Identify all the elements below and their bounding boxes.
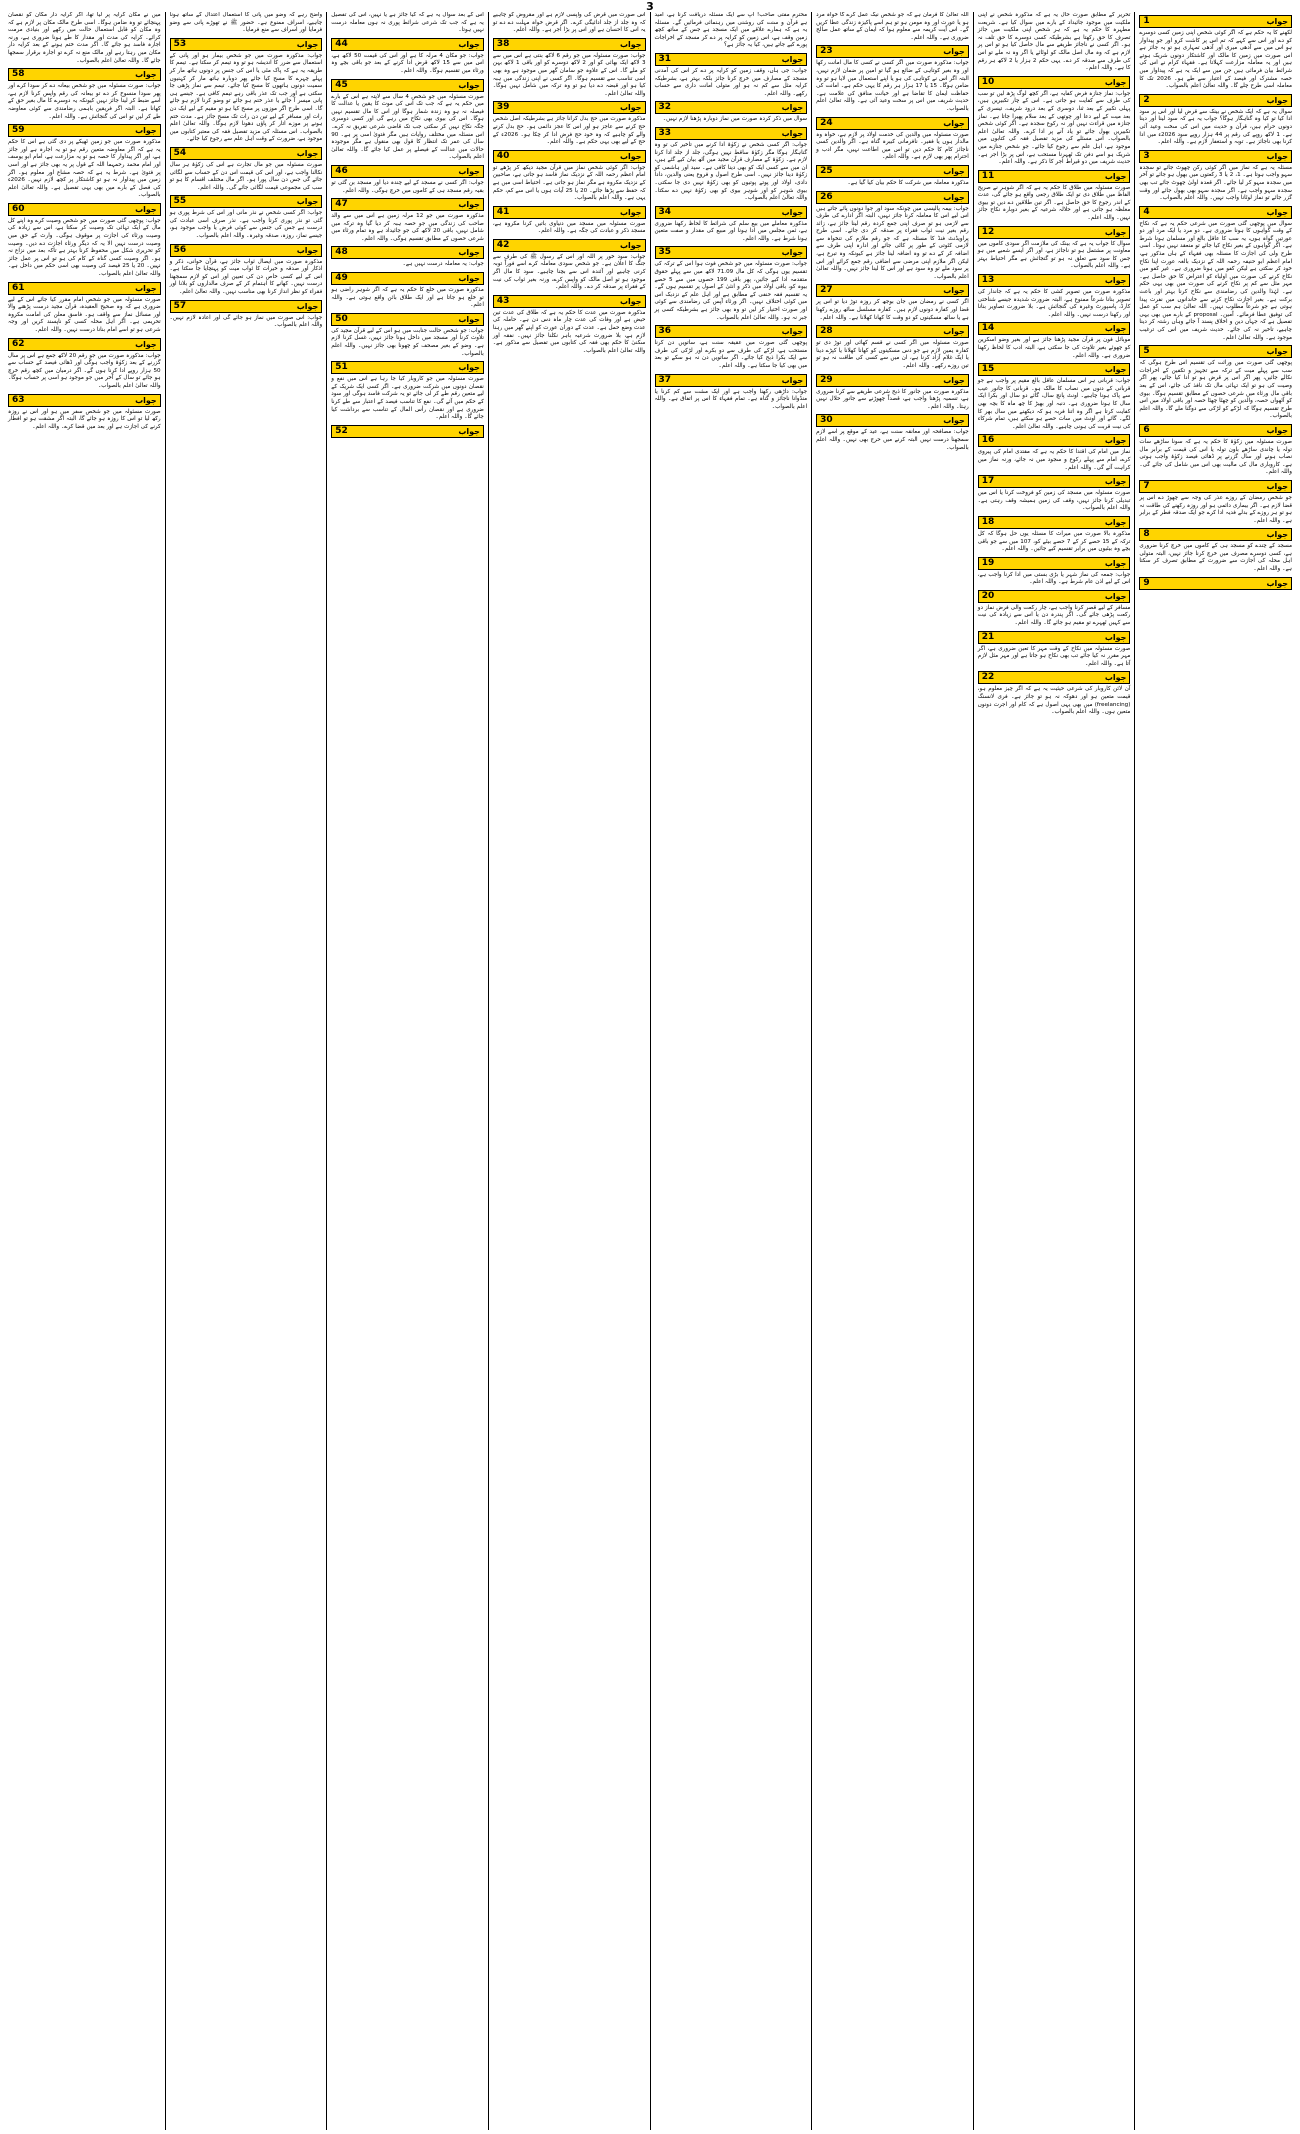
answer-label: جواب — [781, 103, 804, 113]
question-number: 23 — [820, 46, 833, 57]
body-paragraph: مذکورہ صورت میں تصویر کشی کا حکم یہ ہے کہ جاندار کی تصویر بنانا شرعاً ممنوع ہے، البتہ ضرورت شدیدہ جیسے شناختی کارڈ، پاسپورٹ وغیرہ کی گنجائش ہے۔ بلا ضرورت تصاویر بنانا اور رکھنا درست نہیں۔ واللہ اعلم۔ — [977, 289, 1131, 318]
question-header[interactable] — [816, 325, 969, 338]
answer-label: جواب — [619, 296, 642, 306]
question-header[interactable] — [1139, 94, 1292, 107]
question-number: 57 — [173, 300, 187, 311]
answer-label: جواب — [1104, 517, 1127, 527]
answer-label: جواب — [943, 118, 965, 128]
body-paragraph: جواب: اس صورت میں نماز ہو جائے گی اور اعادہ لازم نہیں۔ واللہ اعلم بالصواب۔ — [169, 314, 323, 329]
text-column — [973, 12, 1135, 2130]
question-number: 11 — [981, 170, 995, 181]
answer-label: جواب — [1266, 347, 1288, 357]
question-number: 33 — [658, 127, 672, 138]
question-header[interactable] — [655, 325, 808, 338]
question-header[interactable] — [8, 394, 161, 407]
question-number: 56 — [173, 244, 187, 255]
question-number: 27 — [820, 285, 833, 296]
question-header[interactable] — [331, 361, 484, 374]
question-number: 31 — [658, 53, 672, 64]
answer-label: جواب — [943, 286, 965, 296]
question-number: 6 — [1143, 424, 1150, 435]
question-number: 17 — [981, 476, 995, 487]
answer-label: جواب — [296, 245, 319, 255]
answer-label: جواب — [1104, 171, 1127, 181]
answer-label: جواب — [1266, 425, 1288, 435]
question-number: 7 — [1143, 480, 1150, 491]
body-paragraph: لکھنے کا یہ حکم ہے کہ اگر کوئی شخص اپنی زمین کسی دوسرے کو دے اور اس سے کہے کہ تم اس پر کاشت کرو اور جو پیداوار ہو اس میں سے آدھی میری اور آدھی تمہاری ہو تو یہ جائز ہے اس صورت میں زمین کا مالک اور کاشتکار دونوں شریک ہوتے ہیں اور یہ معاملہ مزارعت کہلاتا ہے۔ فقہاء کرام نے اس کی شرائط بیان فرمائی ہیں جن میں سے ایک یہ ہے کہ پیداوار میں حصہ مشترک اور فیصد کے اعتبار سے طے ہو۔ 2026 تک کا معاملہ اسی طرح چلے گا۔ واللہ تعالیٰ اعلم بالصواب۔ — [1139, 30, 1293, 90]
body-paragraph: سوال یہ ہے کہ ایک شخص نے بینک سے قرض لیا اور اس پر سود ادا کیا تو کیا وہ گناہگار ہوگا؟ جواب یہ ہے کہ سود لینا اور دینا دونوں حرام ہیں، قرآن و حدیث میں اس کی سخت وعید آئی ہے۔ 1 لاکھ روپے کی رقم پر 44 ہزار روپے سود 2026ء میں ادا کرنا بھی ناجائز ہے۔ توبہ و استغفار لازم ہے۔ واللہ اعلم۔ — [1139, 108, 1293, 146]
text-column — [811, 12, 973, 2130]
question-number: 43 — [496, 295, 510, 306]
answer-label: جواب — [1104, 632, 1127, 642]
body-paragraph: مذکورہ صورت میں خلع کا حکم یہ ہے کہ اگر شوہر راضی ہو تو خلع ہو جاتا ہے اور ایک طلاق بائن واقع ہوتی ہے۔ واللہ اعلم۔ — [331, 287, 484, 309]
question-header[interactable] — [8, 338, 161, 351]
question-header[interactable] — [816, 165, 969, 178]
answer-label: جواب — [1104, 673, 1127, 683]
body-paragraph: میں نے مکان کرایہ پر لیا تھا، اگر کرایہ دار مکان کو نقصان پہنچائے تو وہ ضامن ہوگا۔ اسی طرح مالک مکان پر لازم ہے کہ وہ مکان کو قابل استعمال حالت میں رکھے اور بنیادی مرمت کرائے۔ کرایہ کی مدت اور مقدار کا طے ہونا ضروری ہے، ورنہ اجارہ فاسد ہو جائے گا۔ اگر مدت ختم ہونے کے بعد کرایہ دار مکان میں رہتا رہے اور مالک منع نہ کرے تو اجارہ برقرار سمجھا جائے گا۔ واللہ تعالیٰ اعلم بالصواب۔ — [8, 12, 161, 64]
answer-label: جواب — [135, 283, 157, 293]
answer-label: جواب — [296, 148, 319, 158]
question-number: 40 — [496, 150, 510, 161]
page-number: 3 — [646, 0, 654, 13]
body-paragraph: جواب: جو مکان 4 مرلہ کا ہے اور اس کی قیمت 50 لاکھ ہے، اس میں سے 15 لاکھ قرض ادا کرنے کے بعد جو باقی بچے وہ ورثاء میں تقسیم ہوگا۔ واللہ اعلم۔ — [331, 52, 484, 74]
answer-label: جواب — [1104, 324, 1127, 334]
body-paragraph: اگر کسی نے رمضان میں جان بوجھ کر روزہ توڑ دیا تو اس پر قضا اور کفارہ دونوں لازم ہیں۔ کفارہ مسلسل ساٹھ روزے رکھنا ہے یا ساٹھ مسکینوں کو دو وقت کا کھانا کھلانا ہے۔ واللہ اعلم۔ — [816, 299, 969, 321]
question-number: 63 — [12, 394, 25, 405]
answer-label: جواب — [296, 39, 319, 49]
body-paragraph: مذکورہ صورت میں ایصال ثواب جائز ہے، قرآن خوانی، ذکر و اذکار اور صدقہ و خیرات کا ثواب میت کو پہنچایا جا سکتا ہے۔ اس کے لیے کسی خاص دن کی تعیین اور اس کو لازم سمجھنا درست نہیں۔ کھانے کا اہتمام کر کے صرف مالداروں کو بلانا اور فقراء کو نظر انداز کرنا بھی مناسب نہیں۔ واللہ تعالیٰ اعلم۔ — [169, 258, 323, 296]
answer-label: جواب — [1266, 530, 1288, 540]
body-paragraph: مذکورہ صورت میں جو 12 مرلہ زمین ہے اس میں سے والد صاحب کی زندگی میں جو حصہ ہبہ کر دیا گیا وہ ترکہ میں شامل نہیں، باقی 20 لاکھ کی جو جائیداد ہے وہ تمام ورثاء میں شرعی حصوں کے مطابق تقسیم ہوگی۔ واللہ اعلم۔ — [331, 213, 484, 242]
answer-label: جواب — [1266, 17, 1288, 26]
question-header[interactable] — [978, 671, 1131, 684]
question-header[interactable] — [655, 246, 808, 259]
answer-label: جواب — [619, 207, 642, 217]
body-paragraph: صورت مسئولہ میں جو مال تجارت ہے اس کی زکوٰۃ ہر سال نکالنا واجب ہے، اور اس کی قیمت اس دن کے حساب سے لگائی جائے گی جس دن سال پورا ہو۔ اگر مال مختلف اقسام کا ہو تو سب کی مجموعی قیمت لگائی جائے گی۔ واللہ اعلم۔ — [169, 161, 323, 191]
question-header[interactable] — [170, 195, 323, 208]
answer-label: جواب — [943, 192, 965, 202]
answer-label: جواب — [135, 204, 157, 214]
body-paragraph: صورت مسئولہ میں والدین کی خدمت اولاد پر لازم ہے، خواہ وہ مالدار ہوں یا فقیر۔ نافرمانی کبیرہ گناہ ہے۔ اگر والدین کسی ناجائز کام کا حکم دیں تو اس میں اطاعت نہیں، مگر ادب و احترام پھر بھی لازم ہے۔ واللہ اعلم۔ — [816, 131, 969, 161]
question-number: 53 — [173, 38, 187, 49]
body-paragraph: پوچھی گئی صورت میں وراثت کی تقسیم اس طرح ہوگی کہ سب سے پہلے میت کے ترکہ سے تجہیز و تکفین کے اخراجات نکالے جائیں، پھر اگر اس پر قرض ہو تو ادا کیا جائے، پھر اگر وصیت کی ہو تو ایک تہائی مال تک نافذ کی جائے، اس کے بعد باقی مال ورثاء میں شرعی حصوں کے مطابق تقسیم ہوگا۔ بیوی کو آٹھواں حصہ، والدین کو چھٹا چھٹا حصہ اور باقی اولاد میں اس طرح تقسیم ہوگا کہ لڑکے کو لڑکی سے دوگنا ملے گا۔ واللہ اعلم بالصواب۔ — [1139, 360, 1292, 420]
answer-label: جواب — [619, 39, 642, 49]
answer-label: جواب — [943, 416, 965, 426]
body-paragraph: صورت مسئولہ میں جو شخص 4 سال سے لاپتہ ہے اس کے بارے میں حکم یہ ہے کہ جب تک اس کی موت کا یقین یا عدالت کا فیصلہ نہ ہو وہ زندہ شمار ہوگا اور اس کا مال تقسیم نہیں ہوگا۔ اس کی بیوی بھی نکاح میں رہے گی اور کسی دوسری جگہ نکاح نہیں کر سکتی جب تک قاضی شرعی تفریق نہ کرے۔ اس مسئلہ میں مختلف روایات ہیں مگر فتویٰ اسی پر ہے۔ 90 سال کی عمر تک انتظار کا قول بھی منقول ہے مگر موجودہ حالات میں عدالت کے فیصلے پر عمل کیا جائے گا۔ واللہ تعالیٰ اعلم بالصواب۔ — [331, 93, 484, 161]
body-paragraph: مذکورہ بالا صورت میں میراث کا مسئلہ یوں حل ہوگا کہ کل ترکہ کے 15 حصے کر کے 7 حصے بیٹے کو، 107 میں سے جو باقی بچے وہ بیٹیوں میں برابر تقسیم کیے جائیں۔ واللہ اعلم۔ — [977, 530, 1131, 553]
question-number: 49 — [335, 273, 348, 284]
question-number: 25 — [820, 165, 833, 176]
question-number: 2 — [1143, 94, 1150, 105]
answer-label: جواب — [619, 151, 642, 161]
question-header[interactable] — [331, 425, 484, 438]
question-number: 13 — [981, 275, 995, 286]
body-paragraph: جواب: جی ہاں، وقف زمین کو کرایہ پر دے کر اس کی آمدنی مسجد کے مصارف میں خرچ کرنا جائز بلکہ بہتر ہے، بشرطیکہ کرایہ مثل سے کم نہ ہو اور متولی امانت داری سے حساب رکھے۔ واللہ اعلم۔ — [654, 67, 808, 97]
question-number: 30 — [820, 415, 833, 426]
question-number: 21 — [981, 631, 995, 642]
question-number: 15 — [981, 364, 995, 375]
question-header[interactable] — [816, 45, 969, 58]
question-number: 47 — [335, 199, 348, 210]
body-paragraph: مسجد کے چندے کو مسجد ہی کے کاموں میں خرچ کرنا ضروری ہے، کسی دوسرے مصرف میں خرچ کرنا جائز نہیں، البتہ متولی اہل محلہ کی اجازت سے ضرورت کے مطابق تصرف کر سکتا ہے۔ واللہ اعلم۔ — [1139, 543, 1292, 573]
answer-label: جواب — [458, 426, 480, 436]
answer-label: جواب — [1104, 227, 1127, 237]
body-paragraph: جواب: نماز جنازہ فرض کفایہ ہے، اگر کچھ لوگ پڑھ لیں تو سب کی طرف سے کفایت ہو جاتی ہے۔ اس کے چار تکبیریں ہیں، پہلی تکبیر کے بعد ثنا، دوسری کے بعد درود شریف، تیسری کے بعد میت کے لیے دعا اور چوتھی کے بعد سلام پھیرا جاتا ہے۔ نماز جنازہ میں قراءت نہیں اور نہ رکوع سجدہ ہے۔ اگر کوئی شخص تکبیریں بھول جائے تو یاد آنے پر ادا کرے۔ واللہ تعالیٰ اعلم بالصواب۔ اس مسئلے کی مزید تفصیل فقہ کی کتابوں میں موجود ہے، اہل علم سے رجوع کیا جائے۔ جو شخص جنازے میں شریک ہو اسے دفن تک ٹھہرنا مستحب ہے، اس پر بڑا اجر ہے۔ حدیث شریف میں دو قیراط اجر کا ذکر ہے۔ واللہ اعلم۔ — [977, 90, 1131, 166]
text-column — [1134, 12, 1296, 2130]
body-paragraph: سوال میں ذکر کردہ صورت میں نماز دوبارہ پڑھنا لازم نہیں۔ — [662, 116, 808, 123]
question-number: 9 — [1143, 577, 1150, 588]
question-header[interactable] — [978, 434, 1131, 447]
question-number: 35 — [658, 247, 672, 258]
answer-label: جواب — [943, 47, 965, 57]
body-paragraph: مذکورہ معاملہ میں شرکت کا حکم بیان کیا گیا ہے۔ — [847, 179, 969, 186]
answer-label: جواب — [458, 166, 480, 176]
question-header[interactable] — [8, 124, 161, 137]
question-header[interactable] — [978, 516, 1131, 529]
question-number: 12 — [981, 226, 995, 237]
question-header[interactable] — [1139, 15, 1292, 28]
answer-label: جواب — [458, 363, 480, 373]
question-header[interactable] — [978, 363, 1131, 376]
body-paragraph: جو شخص رمضان کے روزے عذر کی وجہ سے چھوڑ دے اس پر قضا لازم ہے۔ اگر بیماری دائمی ہو اور روزہ رکھنے کی طاقت نہ ہو تو ہر روزے کے بدلے فدیہ ادا کرے جو ایک صدقہ فطر کے برابر ہے۔ واللہ اعلم۔ — [1139, 494, 1292, 524]
question-header[interactable] — [978, 322, 1131, 335]
question-header[interactable] — [655, 374, 808, 387]
body-paragraph: مذکورہ صورت میں حج بدل کرانا جائز ہے بشرطیکہ اصل شخص حج کرنے سے عاجز ہو اور اس کا عجز دائمی ہو۔ حج بدل کرنے والے کو چاہیے کہ وہ خود حج فرض ادا کر چکا ہو۔ 2026ء کے حج کے لیے بھی یہی حکم ہے۔ واللہ اعلم۔ — [492, 116, 646, 146]
columns-container — [4, 12, 1296, 2130]
answer-label: جواب — [781, 207, 804, 217]
text-column — [165, 12, 327, 2130]
answer-label: جواب — [781, 128, 804, 138]
question-number: 51 — [335, 362, 348, 373]
answer-label: جواب — [458, 80, 480, 90]
question-header[interactable] — [655, 127, 808, 140]
question-header[interactable] — [331, 165, 484, 178]
body-paragraph: جواب: پوچھی گئی صورت میں جو شخص وصیت کرے وہ اپنے کل مال کے ایک تہائی تک وصیت کر سکتا ہے، اس سے زیادہ کی وصیت ورثاء کی اجازت پر موقوف ہوگی۔ وارث کے حق میں وصیت درست نہیں الا یہ کہ دیگر ورثاء اجازت دے دیں۔ وصیت کو تحریری شکل میں محفوظ کرنا بہتر ہے تاکہ بعد میں نزاع نہ ہو۔ اگر وصیت کسی گناہ کے کام کی ہو تو اس پر عمل جائز نہیں۔ 20 یا 25 فیصد کی وصیت بھی اسی حکم میں داخل ہے۔ واللہ تعالیٰ اعلم بالصواب۔ — [8, 217, 161, 278]
body-paragraph: محترم مفتی صاحب! آپ سے ایک مسئلہ دریافت کرنا ہے، امید ہے قرآن و سنت کی روشنی میں رہنمائی فرمائیں گے۔ مسئلہ یہ ہے کہ ہمارے علاقے میں ایک مسجد ہے جس کے ساتھ کچھ زمین وقف ہے، اس زمین کو کرایہ پر دے کر مسجد کے اخراجات پورے کیے جاتے ہیں، کیا یہ جائز ہے؟ — [654, 12, 808, 49]
body-paragraph: جواب: سود خور پر اللہ اور اس کے رسول ﷺ کی طرف سے جنگ کا اعلان ہے۔ جو شخص سودی معاملہ کرے اسے فوراً توبہ کرنی چاہیے اور آئندہ اس سے بچنا چاہیے۔ سود کا مال اگر موجود ہو تو اصل مالک کو واپس کرے، ورنہ بغیر ثواب کی نیت کے فقراء پر صدقہ کر دے۔ واللہ اعلم۔ — [492, 253, 646, 291]
answer-label: جواب — [1104, 558, 1127, 568]
question-header[interactable] — [8, 68, 161, 81]
question-header[interactable] — [331, 79, 484, 92]
question-header[interactable] — [331, 272, 484, 285]
question-header[interactable] — [978, 475, 1131, 488]
answer-label: جواب — [135, 70, 157, 80]
answer-label: جواب — [135, 339, 157, 349]
body-paragraph: جواب: مذکورہ صورت میں اگر کسی نے کسی کا مال امانت رکھا اور وہ بغیر کوتاہی کے ضائع ہو گیا تو امین پر ضمان لازم نہیں، البتہ اگر اس نے کوتاہی کی ہو یا اپنے استعمال میں لایا ہو تو وہ ضامن ہوگا۔ 15 یا 17 ہزار ہر رقم کا یہی حکم ہے۔ امانت کی حفاظت ایمان کا تقاضا ہے اور خیانت منافق کی علامت ہے۔ حدیث شریف میں اس پر سخت وعید آئی ہے۔ واللہ تعالیٰ اعلم بالصواب۔ — [816, 60, 969, 112]
answer-label: جواب — [1266, 207, 1288, 217]
answer-label: جواب — [619, 103, 642, 113]
body-paragraph: صورت مسئولہ میں مسجد میں دنیاوی باتیں کرنا مکروہ ہے، مسجد ذکر و عبادت کی جگہ ہے۔ واللہ اعلم۔ — [492, 220, 646, 235]
text-column — [650, 12, 812, 2130]
question-number: 60 — [12, 203, 25, 214]
body-paragraph: مسئلہ یہ ہے کہ نماز میں اگر کوئی رکن چھوٹ جائے تو سجدہ سہو واجب ہوتا ہے۔ 1، 2 یا 3 رکعتوں میں بھول ہو جائے تو آخر میں سجدہ سہو کر لیا جائے۔ اگر قعدہ اولیٰ چھوٹ جائے تب بھی سجدہ سہو واجب ہے۔ اگر سجدہ سہو بھی بھول جائے اور وقت گزر جائے تو نماز لوٹانا واجب نہیں۔ واللہ اعلم بالصواب۔ — [1139, 164, 1293, 202]
question-header[interactable] — [1139, 480, 1292, 493]
body-paragraph: صورت مسئولہ میں طلاق کا حکم یہ ہے کہ اگر شوہر نے صریح الفاظ میں طلاق دی تو ایک طلاق رجعی واقع ہو جائے گی، عدت کے اندر رجوع کا حق حاصل ہے۔ اگر تین طلاقیں دے دیں تو بیوی مغلظہ ہو جاتی ہے اور حلالہ شرعیہ کے بغیر دوبارہ نکاح جائز نہیں۔ واللہ اعلم۔ — [977, 184, 1131, 222]
question-number: 29 — [820, 374, 833, 385]
text-column — [326, 12, 488, 2130]
question-header[interactable] — [978, 76, 1131, 89]
question-header[interactable] — [170, 38, 323, 51]
question-number: 1 — [1143, 16, 1150, 26]
body-paragraph: جواب: یہ معاملہ درست نہیں ہے۔ — [402, 261, 484, 268]
answer-label: جواب — [458, 248, 480, 258]
body-paragraph: جواب: صورت مسئولہ میں جو شخص فوت ہوا اس کے ترکہ کی تقسیم یوں ہوگی کہ کل مال 71.09 لاکھ میں سے پہلے حقوق متقدمہ ادا کیے جائیں، پھر باقی 199 حصوں میں سے 5 حصے بیوہ کو، باقی اولاد میں ذکر و انثیٰ کے اصول پر تقسیم ہوں گے۔ یہ تقسیم فقہ حنفی کے مطابق ہے اور اہل علم کے نزدیک اس میں کوئی اختلاف نہیں۔ اگر ورثاء آپس کی رضامندی سے کوئی اور صورت اختیار کر لیں تو وہ بھی جائز ہے بشرطیکہ کسی پر جبر نہ ہو۔ واللہ تعالیٰ اعلم بالصواب۔ — [654, 261, 808, 321]
answer-label: جواب — [1104, 276, 1127, 286]
question-header[interactable] — [493, 295, 646, 308]
answer-label: جواب — [1104, 77, 1127, 87]
body-paragraph: اس کے بعد سوال یہ ہے کہ کیا جائز ہے یا نہیں، اس کی تفصیل یہ ہے کہ جب تک شرعی شرائط پوری نہ ہوں معاملہ درست نہیں ہوتا۔ — [331, 12, 484, 34]
question-number: 42 — [496, 239, 510, 250]
question-header[interactable] — [493, 239, 646, 252]
question-header[interactable] — [1139, 206, 1292, 219]
question-number: 58 — [12, 69, 25, 80]
question-header[interactable] — [978, 274, 1131, 287]
answer-label: جواب — [1266, 95, 1288, 105]
question-number: 34 — [658, 206, 672, 217]
body-paragraph: اس صورت میں قرض کی واپسی لازم ہے اور مقروض کو چاہیے کہ وہ جلد از جلد ادائیگی کرے۔ اگر قرض خواہ مہلت دے دے تو یہ اس کا احسان ہے اور اس پر بڑا اجر ہے۔ واللہ اعلم۔ — [492, 12, 646, 34]
question-header[interactable] — [493, 101, 646, 114]
body-paragraph: صورت مسئولہ میں زکوٰۃ کا حکم یہ ہے کہ سونا ساڑھے سات تولہ یا چاندی ساڑھے باون تولہ یا اس کی قیمت کے برابر مال نصاب ہونے اور سال گزرنے پر ڈھائی فیصد زکوٰۃ واجب ہوتی ہے۔ کاروباری مال کی مالیت بھی اس میں شامل کی جائے گی۔ واللہ اعلم۔ — [1139, 438, 1292, 476]
question-number: 36 — [658, 326, 672, 337]
answer-label: جواب — [135, 395, 157, 405]
question-header[interactable] — [493, 38, 646, 51]
body-paragraph: جواب: بیمہ پالیسی میں چونکہ سود اور جوا دونوں پائے جاتے ہیں اس لیے اس کا معاملہ کرنا جائز نہیں، البتہ اگر ادارے کی طرف سے لازمی ہو تو صرف اپنی جمع کردہ رقم لینا جائز ہے، زائد رقم بغیر نیت ثواب فقراء پر صدقہ کر دی جائے۔ اسی طرح پراویڈنٹ فنڈ کا مسئلہ ہے کہ جو رقم ملازم کی تنخواہ سے لازمی کٹوتی کے طور پر کاٹی جائے اور ادارہ اپنی طرف سے اضافہ کر کے دے تو وہ اضافہ لینا جائز ہے کیونکہ وہ تبرع ہے، لیکن اگر ملازم اپنی مرضی سے اضافی رقم جمع کرائے اور اس پر سود ملے تو وہ سود ہے اور اس کا لینا جائز نہیں۔ واللہ تعالیٰ اعلم بالصواب۔ — [816, 205, 969, 280]
body-paragraph: جواب: اگر کسی شخص نے نذر مانی اور اس کی شرط پوری ہو گئی تو نذر پوری کرنا واجب ہے۔ نذر صرف اسی عبادت کی درست ہے جس کی جنس سے کوئی فرض یا واجب موجود ہو، جیسے نماز، روزہ، صدقہ وغیرہ۔ واللہ اعلم بالصواب۔ — [169, 210, 323, 240]
question-header[interactable] — [331, 198, 484, 211]
question-number: 19 — [981, 557, 995, 568]
question-header[interactable] — [655, 53, 808, 66]
body-paragraph: مذکورہ معاملے میں بیع سلم کی شرائط کا لحاظ رکھنا ضروری ہے، ثمن مجلس میں ادا ہونا اور مبیع کی مقدار و صفت متعین ہونا شرط ہے۔ واللہ اعلم۔ — [654, 220, 808, 242]
question-header[interactable] — [816, 117, 969, 130]
body-paragraph: جواب: اگر کسی شخص نے زکوٰۃ ادا کرنے میں تاخیر کی تو وہ گناہگار ہوگا مگر زکوٰۃ ساقط نہیں ہوگی، جلد از جلد ادا کرنا لازم ہے۔ زکوٰۃ کے مصارف قرآن مجید میں آٹھ بیان کیے گئے ہیں، ان میں سے کسی ایک کو بھی دینا کافی ہے۔ سید اور ہاشمی کو زکوٰۃ دینا جائز نہیں۔ اسی طرح اصول و فروع یعنی والدین، دادا دادی، اولاد اور پوتے پوتیوں کو بھی زکوٰۃ نہیں دی جا سکتی۔ بیوی شوہر کو اور شوہر بیوی کو بھی زکوٰۃ نہیں دے سکتا۔ واللہ تعالیٰ اعلم بالصواب۔ — [654, 141, 808, 202]
question-header[interactable] — [8, 282, 161, 295]
answer-label: جواب — [296, 197, 319, 207]
question-number: 8 — [1143, 529, 1150, 540]
question-header[interactable] — [816, 191, 969, 204]
body-paragraph: اللہ تعالیٰ کا فرمان ہے کہ جو شخص نیک عمل کرے گا خواہ مرد ہو یا عورت اور وہ مومن ہو تو ہم اسے پاکیزہ زندگی عطا کریں گے۔ اس آیت کریمہ سے معلوم ہوا کہ ایمان کے ساتھ عمل صالح ضروری ہے۔ واللہ اعلم۔ — [816, 12, 969, 41]
body-paragraph: نماز میں امام کی اقتدا کا حکم یہ ہے کہ مقتدی امام کی پیروی کرے، امام سے پہلے رکوع و سجود میں نہ جائے، ورنہ نماز میں کراہت آئے گی۔ واللہ اعلم۔ — [977, 449, 1131, 471]
question-number: 5 — [1143, 346, 1150, 357]
question-number: 55 — [173, 196, 187, 207]
answer-label: جواب — [458, 274, 480, 284]
body-paragraph: جواب: جمعہ کی نماز شہر یا بڑی بستی میں ادا کرنا واجب ہے، اس کے لیے اذن عام شرط ہے۔ واللہ اعلم۔ — [977, 571, 1131, 586]
body-paragraph: جواب: مذکورہ صورت میں جو شخص بیمار ہو اور پانی کے استعمال سے ضرر کا اندیشہ ہو تو وہ تیمم کر سکتا ہے۔ تیمم کا طریقہ یہ ہے کہ پاک مٹی یا اس کی جنس پر دونوں ہاتھ مار کر پہلے چہرے کا مسح کیا جائے پھر دوبارہ ہاتھ مار کر کہنیوں سمیت دونوں ہاتھوں کا مسح کیا جائے۔ تیمم سے نماز پڑھی جا سکتی ہے اور جب تک عذر باقی رہے تیمم کافی ہے۔ جیسے ہی پانی میسر آ جائے یا عذر ختم ہو جائے تو وضو کرنا لازم ہو جائے گا۔ اسی طرح اگر موزوں پر مسح کیا ہو تو مقیم کے لیے ایک دن رات اور مسافر کے لیے تین دن رات تک مسح جائز ہے۔ مدت ختم ہونے پر موزے اتار کر پاؤں دھونا لازم ہوگا۔ واللہ تعالیٰ اعلم بالصواب۔ اس مسئلہ کی مزید تفصیل فقہ کی معتبر کتابوں میں موجود ہے، ضرورت کے وقت اہل علم سے رجوع کیا جائے۔ — [169, 52, 323, 143]
question-number: 38 — [496, 38, 510, 49]
text-column — [4, 12, 165, 2130]
question-header[interactable] — [331, 246, 484, 259]
body-paragraph: پوچھی گئی صورت میں عقیقہ سنت ہے، ساتویں دن کرنا مستحب ہے، لڑکے کی طرف سے دو بکرے اور لڑکی کی طرف سے ایک بکرا ذبح کیا جائے۔ اگر ساتویں دن نہ ہو سکے تو بعد میں بھی کیا جا سکتا ہے۔ واللہ اعلم۔ — [654, 340, 808, 369]
question-header[interactable] — [655, 206, 808, 219]
body-paragraph: واضح رہے کہ وضو میں پانی کا استعمال اعتدال کے ساتھ ہونا چاہیے، اسراف ممنوع ہے۔ حضور ﷺ نے تھوڑے پانی سے وضو فرمایا اور اسراف سے منع فرمایا۔ — [169, 12, 323, 34]
answer-label: جواب — [1104, 477, 1127, 487]
answer-label: جواب — [781, 54, 804, 64]
body-paragraph: جواب: صورت مسئولہ میں جو رقم 6 لاکھ بنتی ہے اس میں سے 3 لاکھ ایک بھائی کو اور 2 لاکھ دوسرے کو اور باقی 1 لاکھ بہن کو ملے گا۔ اس کے علاوہ جو سامان گھر میں موجود ہے وہ بھی اسی تناسب سے تقسیم ہوگا۔ اگر کسی نے اپنی زندگی میں ہبہ کیا ہو اور قبضہ دے دیا ہو تو وہ ترکہ میں شامل نہیں ہوگا۔ واللہ تعالیٰ اعلم۔ — [492, 52, 646, 97]
question-number: 37 — [658, 374, 672, 385]
body-paragraph: جواب: صورت مسئولہ میں جو شخص بیعانہ دے کر سودا کرے اور پھر سودا منسوخ کر دے تو بیعانہ کی رقم واپس کرنا لازم ہے، اسے ضبط کر لینا جائز نہیں کیونکہ یہ دوسرے کا مال بغیر حق کے کھانا ہے۔ البتہ اگر فریقین باہمی رضامندی سے کوئی معاوضہ طے کر لیں تو اس کی گنجائش ہے۔ واللہ اعلم۔ — [8, 83, 161, 120]
answer-label: جواب — [619, 240, 642, 250]
question-number: 18 — [981, 516, 995, 527]
question-header[interactable] — [1139, 424, 1292, 437]
question-header[interactable] — [1139, 345, 1292, 358]
question-number: 26 — [820, 191, 833, 202]
question-header[interactable] — [331, 38, 484, 51]
body-paragraph: جواب: داڑھی رکھنا واجب ہے اور ایک مشت سے کم کرنا یا منڈوانا ناجائز و گناہ ہے۔ تمام فقہاء کا اس پر اتفاق ہے۔ واللہ اعلم بالصواب۔ — [654, 388, 808, 410]
body-paragraph: جواب: مصافحہ اور معانقہ سنت ہے، عید کے موقع پر اسے لازم سمجھنا درست نہیں البتہ کرنے میں حرج بھی نہیں۔ واللہ اعلم بالصواب۔ — [816, 429, 969, 451]
question-number: 54 — [173, 147, 187, 158]
body-paragraph: جواب: قربانی ہر اس مسلمان عاقل بالغ مقیم پر واجب ہے جو قربانی کے دنوں میں نصاب کا مالک ہو۔ قربانی کا جانور عیب سے پاک ہونا چاہیے۔ اونٹ پانچ سال، گائے دو سال اور بکرا ایک سال کا ہونا ضروری ہے۔ دنبہ اور بھیڑ کا چھ ماہ کا بچہ بھی کفایت کرتا ہے اگر وہ اتنا فربہ ہو کہ دیکھنے میں سال بھر کا لگے۔ گائے اور اونٹ میں سات حصے ہو سکتے ہیں، تمام شرکاء کی نیت قربت کی ہونی چاہیے۔ واللہ تعالیٰ اعلم۔ — [977, 378, 1131, 430]
answer-label: جواب — [943, 375, 965, 385]
body-paragraph: صورت مسئولہ میں جو کاروبار کیا جا رہا ہے اس میں نفع و نقصان دونوں میں شرکت ضروری ہے۔ اگر کسی ایک شریک کے لیے متعین رقم طے کر لی جائے تو یہ شرکت فاسد ہوگی اور سود کے حکم میں آئے گی۔ نفع کا تناسب فیصد کے اعتبار سے طے کرنا ضروری ہے اور نقصان رأس المال کے تناسب سے برداشت کیا جائے گا۔ واللہ اعلم۔ — [331, 376, 484, 421]
question-header[interactable] — [816, 414, 969, 427]
question-header[interactable] — [978, 557, 1131, 570]
answer-label: جواب — [1104, 365, 1127, 375]
question-number: 28 — [820, 326, 833, 337]
question-header[interactable] — [170, 300, 323, 313]
question-header[interactable] — [1139, 577, 1292, 590]
question-header[interactable] — [1139, 150, 1292, 163]
answer-label: جواب — [943, 166, 965, 176]
question-number: 16 — [981, 435, 995, 446]
question-number: 14 — [981, 323, 995, 334]
body-paragraph: تحریر کے مطابق صورت حال یہ ہے کہ مذکورہ شخص نے اپنی ملکیت میں موجود جائیداد کے بارے میں سوال کیا ہے۔ شریعت مطہرہ کا حکم یہ ہے کہ ہر شخص اپنی ملکیت میں جائز تصرف کا حق رکھتا ہے بشرطیکہ کسی دوسرے کا حق تلف نہ ہو۔ اگر کسی نے ناجائز طریقے سے مال حاصل کیا ہو تو اس پر لازم ہے کہ وہ مال اصل مالک کو لوٹائے یا اگر وہ نہ ملے تو اس کی طرف سے صدقہ کر دے۔ یہی حکم 2 ہزار یا 2 لاکھ ہر رقم کا ہے۔ واللہ اعلم۔ — [977, 12, 1131, 72]
question-header[interactable] — [170, 244, 323, 257]
body-paragraph: مذکورہ صورت میں جو زمین ٹھیکے پر دی گئی ہے اس کا حکم یہ ہے کہ اگر معاوضہ متعین رقم ہو تو یہ اجارہ ہے اور جائز ہے، اور اگر پیداوار کا حصہ ہو تو یہ مزارعت ہے، امام ابو یوسف اور امام محمد رحمہما اللہ کے قول پر یہ بھی جائز ہے اور اسی پر فتویٰ ہے۔ شرط یہ ہے کہ حصہ مشاع اور معلوم ہو۔ اگر زمین میں پیداوار نہ ہو تو کاشتکار پر کچھ لازم نہیں۔ 2026ء کی فصل کے بارے میں بھی یہی تفصیل ہے۔ واللہ تعالیٰ اعلم بالصواب۔ — [8, 139, 161, 199]
question-number: 22 — [981, 672, 995, 683]
body-paragraph: جواب: جو شخص حالت جنابت میں ہو اس کے لیے قرآن مجید کی تلاوت کرنا اور مسجد میں داخل ہونا جائز نہیں، غسل کرنا لازم ہے۔ وضو کے بغیر مصحف کو چھونا بھی جائز نہیں۔ واللہ اعلم بالصواب۔ — [331, 327, 484, 357]
answer-label: جواب — [1266, 481, 1288, 491]
question-number: 4 — [1143, 206, 1150, 217]
question-number: 46 — [335, 165, 348, 176]
answer-label: جواب — [781, 327, 804, 337]
question-number: 45 — [335, 79, 348, 90]
question-number: 32 — [658, 102, 672, 113]
question-header[interactable] — [978, 226, 1131, 239]
question-number: 52 — [335, 425, 348, 436]
question-header[interactable] — [816, 374, 969, 387]
answer-label: جواب — [781, 375, 804, 385]
question-number: 50 — [335, 313, 348, 324]
answer-label: جواب — [135, 126, 157, 136]
question-header[interactable] — [655, 101, 808, 114]
question-number: 48 — [335, 247, 348, 258]
question-number: 24 — [820, 117, 833, 128]
answer-label: جواب — [1266, 578, 1288, 588]
answer-label: جواب — [1104, 591, 1127, 601]
question-header[interactable] — [170, 147, 323, 160]
answer-label: جواب — [458, 39, 480, 49]
text-column — [488, 12, 650, 2130]
body-paragraph: سوال میں پوچھی گئی صورت میں شرعی حکم یہ ہے کہ نکاح کے وقت گواہوں کا ہونا ضروری ہے۔ دو مرد یا ایک مرد اور دو عورتیں گواہ ہوں، یہ سب کا عاقل بالغ اور مسلمان ہونا شرط ہے۔ اگر گواہوں کے بغیر نکاح کیا جائے تو منعقد نہیں ہوتا۔ اسی طرح ولی کی اجازت کا مسئلہ بھی فقہاء کے ہاں مذکور ہے، امام اعظم ابو حنیفہ رحمہ اللہ کے نزدیک بالغہ عورت اپنا نکاح خود کر سکتی ہے لیکن کفو میں ہونا ضروری ہے۔ غیر کفو میں نکاح کرنے کی صورت میں اولیاء کو اعتراض کا حق حاصل ہے۔ مہر مثل سے کم پر نکاح کرنے کی صورت میں بھی یہی حکم ہے۔ لہٰذا والدین کی رضامندی سے نکاح کرنا بہتر اور باعث برکت ہے۔ بغیر اجازت نکاح کرنے سے خاندانوں میں نفرت پیدا ہوتی ہے جو شرعاً مطلوب نہیں۔ اللہ تعالیٰ ہم سب کو عمل کی توفیق عطا فرمائے۔ آمین۔ proposal کے بارے میں بھی یہی تفصیل ہے کہ جہاں دین و اخلاق پسند آ جائے وہاں رشتہ کر دینا چاہیے، تاخیر نہ کی جائے۔ حدیث شریف میں اس کی ترغیب موجود ہے۔ واللہ تعالیٰ اعلم۔ — [1139, 220, 1293, 341]
body-paragraph: جواب: مذکورہ صورت میں جو رقم 20 لاکھ جمع ہے اس پر سال گزرنے کے بعد زکوٰۃ واجب ہوگی اور ڈھائی فیصد کے حساب سے 50 ہزار روپے ادا کرنا ہوں گے۔ اگر درمیان میں کچھ رقم خرچ ہو جائے تو سال کے آخر میں جو موجود ہو اسی پر حساب ہوگا۔ واللہ تعالیٰ اعلم بالصواب۔ — [8, 352, 161, 389]
question-number: 3 — [1143, 150, 1150, 161]
question-number: 62 — [12, 338, 25, 349]
answer-label: جواب — [781, 248, 804, 258]
body-paragraph: مسافر کے لیے قصر کرنا واجب ہے، چار رکعت والی فرض نماز دو رکعت پڑھی جائے گی۔ اگر پندرہ دن یا اس سے زیادہ کی نیت سے کہیں ٹھہرے تو مقیم ہو جائے گا۔ واللہ اعلم۔ — [977, 604, 1131, 627]
question-number: 59 — [12, 125, 25, 136]
question-number: 10 — [981, 76, 995, 87]
body-paragraph: آن لائن کاروبار کی شرعی حیثیت یہ ہے کہ اگر چیز معلوم ہو، قیمت متعین ہو اور دھوکہ نہ ہو تو جائز ہے۔ فری لانسنگ (freelancing) میں بھی یہی اصول ہے کہ کام اور اجرت دونوں متعین ہوں۔ واللہ اعلم بالصواب۔ — [977, 686, 1131, 716]
answer-label: جواب — [1104, 436, 1127, 446]
question-header[interactable] — [978, 631, 1131, 644]
body-paragraph: موبائل فون پر قرآن مجید پڑھنا جائز ہے اور بغیر وضو اسکرین کو چھوئے بغیر تلاوت کی جا سکتی ہے، البتہ ادب کا لحاظ رکھنا ضروری ہے۔ واللہ اعلم۔ — [977, 337, 1131, 359]
question-number: 44 — [335, 38, 348, 49]
question-header[interactable] — [978, 590, 1131, 603]
answer-label: جواب — [458, 200, 480, 210]
question-header[interactable] — [816, 284, 969, 297]
answer-label: جواب — [943, 327, 965, 337]
question-number: 61 — [12, 282, 25, 293]
question-header[interactable] — [978, 170, 1131, 183]
answer-label: جواب — [296, 301, 319, 311]
question-number: 39 — [496, 102, 510, 113]
body-paragraph: جواب: اگر کسی نے مسجد کے لیے چندہ دیا اور مسجد بن گئی تو بقیہ رقم مسجد ہی کے کاموں میں خرچ ہوگی۔ واللہ اعلم۔ — [331, 179, 484, 194]
body-paragraph: مذکورہ صورت میں عدت کا حکم یہ ہے کہ طلاق کی عدت تین حیض ہے اور وفات کی عدت چار ماہ دس دن ہے۔ حاملہ کی عدت وضع حمل ہے۔ عدت کے دوران عورت کو اپنے گھر میں رہنا لازم ہے، بلا ضرورت شرعیہ باہر نکلنا جائز نہیں۔ نفقہ اور سکنیٰ کا حکم بھی فقہ کی کتابوں میں تفصیل سے مذکور ہے۔ واللہ تعالیٰ اعلم بالصواب۔ — [492, 309, 646, 354]
question-header[interactable] — [1139, 528, 1292, 541]
question-header[interactable] — [493, 206, 646, 219]
answer-label: جواب — [458, 314, 480, 324]
body-paragraph: صورت مسئولہ میں جو شخص سفر میں ہو اور اس نے روزہ رکھ لیا تو اس کا روزہ ہو جائے گا، البتہ اگر مشقت ہو تو افطار کرنے کی اجازت ہے اور بعد میں قضا کرے۔ واللہ اعلم۔ — [8, 408, 161, 430]
body-paragraph: مذکورہ صورت میں جانور کا ذبح شرعی طریقے سے کرنا ضروری ہے، تسمیہ پڑھنا واجب ہے، قصداً چھوڑنے سے جانور حلال نہیں رہتا۔ واللہ اعلم۔ — [816, 388, 969, 410]
question-header[interactable] — [331, 313, 484, 326]
body-paragraph: صورت مسئولہ میں اگر کسی نے قسم کھائی اور توڑ دی تو کفارہ یمین لازم ہے جو دس مسکینوں کو کھانا کھلانا یا کپڑے دینا یا ایک غلام آزاد کرنا ہے، ان میں سے کسی کی طاقت نہ ہو تو تین روزے رکھے۔ واللہ اعلم۔ — [816, 340, 969, 369]
question-number: 20 — [981, 590, 995, 601]
body-paragraph: صورت مسئولہ میں مسجد کی زمین کو فروخت کرنا یا اس میں تبدیلی کرنا جائز نہیں، وقف کی زمین ہمیشہ وقف رہتی ہے۔ واللہ اعلم بالصواب۔ — [977, 490, 1131, 512]
question-header[interactable] — [8, 203, 161, 216]
body-paragraph: صورت مسئولہ میں نکاح کے وقت مہر کا تعین ضروری ہے، اگر مہر مقرر نہ کیا جائے تب بھی نکاح ہو جاتا ہے اور مہر مثل لازم آتا ہے۔ واللہ اعلم۔ — [977, 645, 1131, 667]
question-header[interactable] — [493, 150, 646, 163]
body-paragraph: سوال کا جواب یہ ہے کہ بینک کی ملازمت اگر سودی کاموں میں معاونت پر مشتمل ہو تو ناجائز ہے، اور اگر ایسے شعبے میں ہو جس کا سود سے تعلق نہ ہو تو گنجائش ہے مگر احتیاط بہتر ہے۔ واللہ اعلم بالصواب۔ — [977, 240, 1131, 270]
answer-label: جواب — [1266, 151, 1288, 161]
body-paragraph: صورت مسئولہ میں جو شخص امام مقرر کیا جائے اس کے لیے ضروری ہے کہ وہ صحیح العقیدہ، قرآن مجید درست پڑھنے والا اور مسائل نماز سے واقف ہو۔ فاسق معلن کی امامت مکروہ تحریمی ہے۔ اگر اہل محلہ کسی کو ناپسند کریں اور وجہ شرعی ہو تو اسے امام بنانا درست نہیں۔ واللہ اعلم۔ — [8, 296, 161, 333]
body-paragraph: جواب: اگر کوئی شخص نماز میں قرآن مجید دیکھ کر پڑھے تو امام اعظم رحمہ اللہ کے نزدیک نماز فاسد ہو جاتی ہے، صاحبین کے نزدیک مکروہ ہے مگر نماز ہو جاتی ہے۔ احتیاط اسی میں ہے کہ حفظ سے پڑھا جائے۔ 20 یا 25 آیات ہوں یا اس سے کم، حکم یہی ہے۔ واللہ اعلم بالصواب۔ — [492, 164, 646, 202]
question-number: 41 — [496, 206, 510, 217]
